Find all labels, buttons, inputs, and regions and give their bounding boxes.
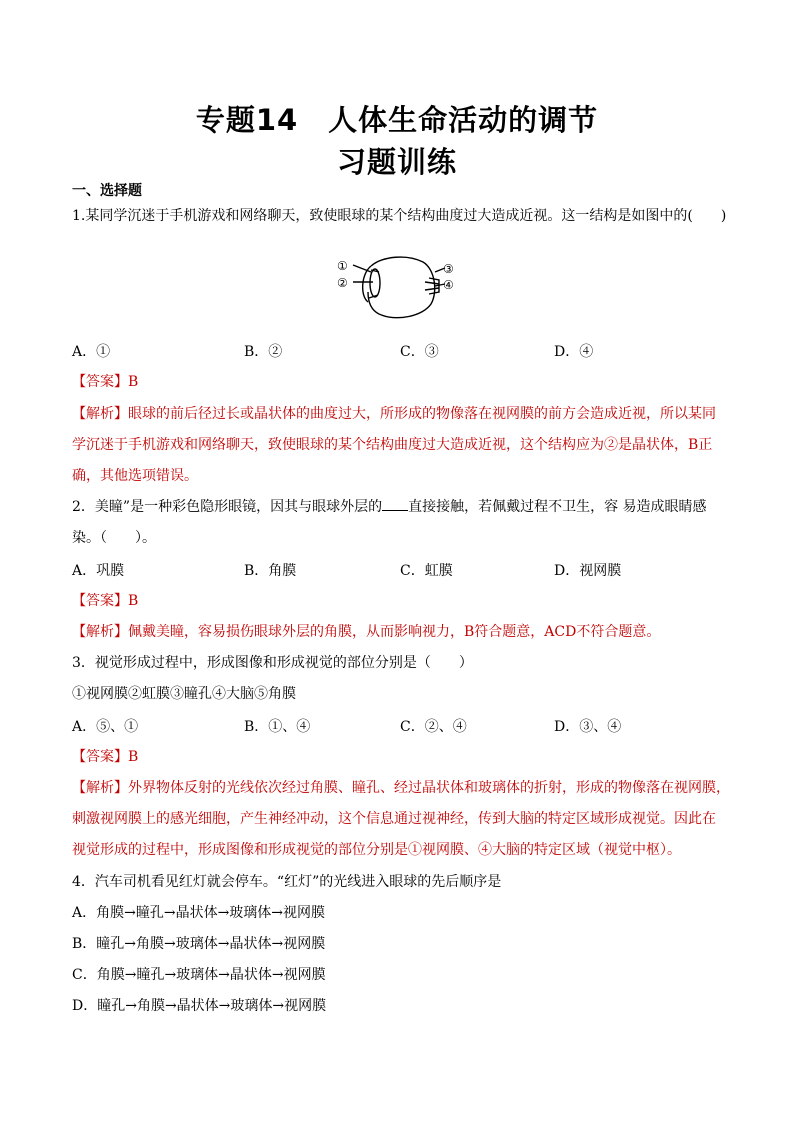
answer-tag: 【答案】 (72, 749, 128, 765)
figure-label-3: ③ (443, 262, 454, 276)
answer-tag: 【答案】 (72, 593, 128, 609)
q2-analysis-line-1 (72, 622, 660, 642)
q4-stem: 4．汽车司机看见红灯就会停车。“红灯”的光线进入眼球的先后顺序是 (72, 874, 502, 890)
q1-option-b: B．② (244, 344, 283, 360)
q2-option-b: B．角膜 (244, 563, 297, 579)
q4-option-d: D．瞳孔→角膜→晶状体→玻璃体→视网膜 (72, 998, 327, 1014)
page-subtitle: 习题训练 (336, 145, 457, 179)
answer-tag: 【答案】 (72, 374, 128, 390)
q3-analysis-line-3: 视觉形成的过程中，形成图像和形成视觉的部位分别是①视网膜、④大脑的特定区域（视觉中枢）。 (72, 842, 681, 858)
q3-option-d: D．③、④ (554, 719, 622, 735)
q2-stem-part-a: 2．美瞳”是一种彩色隐形眼镜，因其与眼球外层的 (72, 499, 383, 515)
q3-option-c: C．②、④ (400, 719, 467, 735)
analysis-text: 外界物体反射的光线依次经过角膜、瞳孔、经过晶状体和玻璃体的折射，形成的物像落在视网膜， (128, 780, 730, 796)
q1-option-d: D．④ (554, 344, 594, 360)
title-topic-number: 专题14 (195, 103, 299, 137)
figure-label-1: ① (337, 259, 348, 273)
fill-blank (382, 498, 408, 511)
figure-label-4: ④ (443, 278, 454, 292)
q3-option-b: B．①、④ (244, 719, 311, 735)
q2-option-a: A．巩膜 (72, 563, 125, 579)
q2-stem-line-1 (72, 497, 707, 517)
q2-stem-part-b: 直接接触，若佩戴过程不卫生，容 易造成眼睛感 (408, 499, 707, 515)
q1-option-a: A．① (72, 344, 111, 360)
q3-analysis-line-1 (72, 778, 730, 798)
q1-stem: 1.某同学沉迷于手机游戏和网络聊天，致使眼球的某个结构曲度过大造成近视。这一结构是如图中的( ) (72, 208, 727, 224)
q4-option-b: B．瞳孔→角膜→玻璃体→晶状体→视网膜 (72, 936, 326, 952)
analysis-tag: 【解析】 (72, 406, 128, 422)
answer-value: B (128, 593, 139, 609)
eye-diagram-figure (335, 252, 460, 322)
q3-items: ①视网膜②虹膜③瞳孔④大脑⑤角膜 (72, 686, 296, 702)
analysis-text: 眼球的前后径过长或晶状体的曲度过大，所形成的物像落在视网膜的前方会造成近视，所以某同 (128, 406, 716, 422)
q2-option-d: D．视网膜 (554, 563, 622, 579)
q2-stem-line-2: 染。（ ）。 (72, 530, 156, 546)
q4-option-a: A．角膜→瞳孔→晶状体→玻璃体→视网膜 (72, 905, 326, 921)
q1-analysis-line-3: 确，其他选项错误。 (72, 468, 198, 484)
q4-option-c: C．角膜→瞳孔→玻璃体→晶状体→视网膜 (72, 967, 326, 983)
q1-analysis-line-2: 学沉迷于手机游戏和网络聊天，致使眼球的某个结构曲度过大造成近视，这个结构应为②是晶状体，B正 (72, 437, 713, 453)
page-title (0, 98, 794, 139)
q2-option-c: C．虹膜 (400, 563, 453, 579)
section-heading: 一、选择题 (72, 183, 142, 199)
title-topic-name: 人体生命活动的调节 (328, 103, 599, 137)
q3-answer (72, 747, 138, 767)
q1-analysis-line-1 (72, 404, 716, 424)
analysis-text: 佩戴美瞳，容易损伤眼球外层的角膜，从而影响视力，B符合题意，ACD不符合题意。 (128, 624, 661, 640)
analysis-tag: 【解析】 (72, 624, 128, 640)
figure-label-2: ② (337, 276, 348, 290)
q2-answer (72, 591, 138, 611)
q1-option-c: C．③ (400, 344, 439, 360)
answer-value: B (128, 749, 139, 765)
q1-answer (72, 372, 138, 392)
q3-option-a: A．⑤、① (72, 719, 139, 735)
analysis-tag: 【解析】 (72, 780, 128, 796)
q3-analysis-line-2: 刺激视网膜上的感光细胞，产生神经冲动，这个信息通过视神经，传到大脑的特定区域形成视觉。因此在 (72, 811, 716, 827)
answer-value: B (128, 374, 139, 390)
q3-stem: 3．视觉形成过程中，形成图像和形成视觉的部位分别是（ ） (72, 655, 473, 671)
